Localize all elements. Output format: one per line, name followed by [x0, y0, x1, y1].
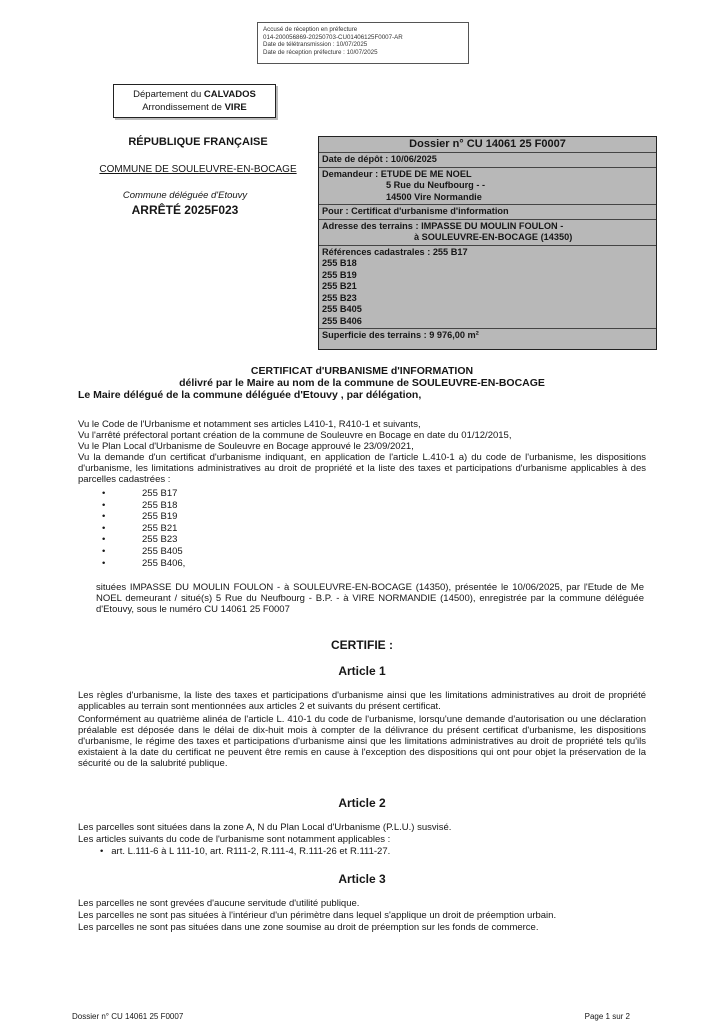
list-item: • 255 B406,	[102, 558, 185, 570]
department-box	[113, 84, 276, 118]
situees-paragraph: situées IMPASSE DU MOULIN FOULON - à SOULEUVRE-EN-BOCAGE (14350), présentée le 10/06/2025, par l'Etude de Me NOEL demeurant / situé(s) 5 Rue du Neufbourg - B.P. - à VIRE NORMANDIE (14500), enregistrée par la commune déléguée d'Etouvy, sous le numéro CU 14061 25 F0007	[96, 582, 644, 615]
parcel-ref: 255 B18	[322, 258, 357, 268]
list-item: • 255 B21	[102, 523, 185, 535]
bullet-icon: •	[100, 846, 104, 857]
department-line: Département du CALVADOS	[133, 89, 256, 100]
republic-heading: RÉPUBLIQUE FRANÇAISE	[128, 136, 268, 148]
vu-line: Vu le Code de l'Urbanisme et notamment ses articles L410-1, R410-1 et suivants,	[78, 419, 421, 430]
demandeur-city: 14500 Vire Normandie	[386, 191, 482, 202]
article-2-p1: Les parcelles sont situées dans la zone A, N du Plan Local d'Urbanisme (P.L.U.) susvisé.	[78, 822, 452, 833]
maire-delegation: Le Maire délégué de la commune déléguée d'Etouvy , par délégation,	[78, 389, 422, 401]
receipt-stamp	[257, 22, 469, 64]
article-3-line: Les parcelles ne sont pas situées à l'intérieur d'un périmètre dans lequel s'applique un droit de préemption urbain.	[78, 910, 557, 921]
vu-line: Vu l'arrêté préfectoral portant création de la commune de Souleuvre en Bocage en date du 01/12/2015,	[78, 430, 512, 441]
article-2-bullet: • art. L.111-6 à L 111-10, art. R111-2, R.111-4, R.111-26 et R.111-27.	[100, 846, 391, 857]
receipt-line: Date de télétransmission : 10/07/2025	[263, 41, 368, 49]
demandeur: Demandeur : ETUDE DE ME NOEL	[322, 168, 472, 179]
dossier-box	[318, 136, 657, 350]
references-cadastrales: Références cadastrales : 255 B17 255 B18 255 B19 255 B21 255 B23 255 B405 255 B406	[319, 246, 656, 330]
footer-dossier: Dossier n° CU 14061 25 F0007	[72, 1012, 184, 1021]
arrete-number: ARRÊTÉ 2025F023	[131, 203, 239, 217]
dossier-number: Dossier n° CU 14061 25 F0007	[319, 137, 656, 153]
article-1-title: Article 1	[338, 664, 386, 678]
certificate-subtitle: délivré par le Maire au nom de la commune de SOULEUVRE-EN-BOCAGE	[179, 377, 545, 389]
list-item: • 255 B18	[102, 500, 185, 512]
parcel-ref: 255 B21	[322, 281, 357, 291]
parcel-ref: 255 B19	[322, 269, 357, 280]
list-item: • 255 B405	[102, 546, 185, 558]
pour: Pour : Certificat d'urbanisme d'information	[319, 205, 656, 220]
certificate-title: CERTIFICAT d'URBANISME d'INFORMATION	[250, 365, 474, 377]
commune-heading: COMMUNE DE SOULEUVRE-EN-BOCAGE	[99, 164, 297, 175]
superficie: Superficie des terrains : 9 976,00 m²	[322, 330, 479, 340]
certifie-heading: CERTIFIE :	[331, 638, 393, 652]
article-2-p2: Les articles suivants du code de l'urbanisme sont notamment applicables :	[78, 834, 391, 845]
demandeur-address: 5 Rue du Neufbourg - -	[386, 180, 486, 190]
parcel-ref: 255 B406	[322, 315, 362, 326]
parcel-list	[102, 488, 185, 569]
article-2-title: Article 2	[338, 796, 386, 810]
vu-line: Vu le Plan Local d'Urbanisme de Souleuvre en Bocage approuvé le 23/09/2021,	[78, 441, 414, 452]
receipt-line: 014-200056869-20250703-CU01406125F0007-AR	[263, 33, 403, 41]
parcel-ref: 255 B23	[322, 292, 357, 303]
vu-clauses	[78, 419, 646, 485]
date-depot: Date de dépôt : 10/06/2025	[319, 153, 656, 168]
commune-deleguee: Commune déléguée d'Etouvy	[122, 190, 248, 201]
arrondissement-line: Arrondissement de VIRE	[142, 102, 247, 113]
vu-line: Vu la demande d'un certificat d'urbanisme indiquant, en application de l'article L.410-1 a) du code de l'urbanisme, les dispositions d'urbanisme, les limitations administratives au droit de propriété et la liste des taxes et participations d'urbanisme applicables à des parcelles cadastrées :	[78, 452, 646, 485]
list-item: • 255 B19	[102, 511, 185, 523]
article-1-p1: Les règles d'urbanisme, la liste des taxes et participations d'urbanisme ainsi que les limitations administratives au droit de propriété applicables au terrain sont mentionnées aux articles 2 et suivants du présent certificat.	[78, 690, 646, 712]
demandeur-block	[319, 168, 656, 206]
list-item: • 255 B23	[102, 534, 185, 546]
adresse-terrains: Adresse des terrains : IMPASSE DU MOULIN FOULON - à SOULEUVRE-EN-BOCAGE (14350)	[319, 220, 656, 246]
article-3-line: Les parcelles ne sont pas situées dans une zone soumise au droit de préemption sur les fonds de commerce.	[78, 922, 539, 933]
article-3-line: Les parcelles ne sont grevées d'aucune servitude d'utilité publique.	[78, 898, 360, 909]
list-item: • 255 B17	[102, 488, 185, 500]
page-number: Page 1 sur 2	[584, 1012, 630, 1021]
parcel-ref: 255 B405	[322, 304, 362, 314]
receipt-line: Date de réception préfecture : 10/07/2025	[263, 48, 378, 56]
article-3-title: Article 3	[338, 872, 386, 886]
receipt-line: Accusé de réception en préfecture	[263, 26, 358, 33]
article-1-p2: Conformément au quatrième alinéa de l'article L. 410-1 du code de l'urbanisme, lorsqu'une demande d'autorisation ou une déclaration préalable est déposée dans le délai de dix-huit mois à compter de la délivrance du présent certificat d'urbanisme, les dispositions d'urbanisme, le régime des taxes et participations d'urbanisme ainsi que les limitations administratives au droit de propriété tels qu'ils existaient à la date du certificat ne peuvent être remis en cause à l'exception des dispositions qui ont pour objet la préservation de la sécurité ou de la salubrité publique.	[78, 714, 646, 769]
